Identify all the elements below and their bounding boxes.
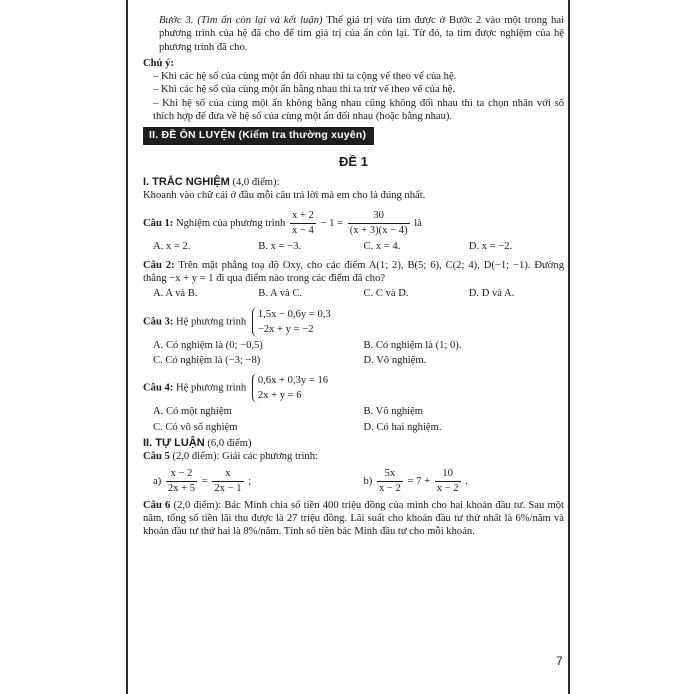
q5-a-fraction-1	[166, 467, 197, 496]
part2-heading	[143, 437, 564, 450]
q5-b-fraction-1	[377, 467, 403, 496]
note-item: – Khi hệ số của cùng một ẩn không bằng nhau cũng không đối nhau thì ta chọn nhân với số thích hợp để đưa về hệ số của cùng một ẩn đối nhau (hoặc bằng nhau).	[153, 97, 564, 123]
q2-option-c[interactable]: C. C và D.	[363, 288, 409, 300]
q4-eq1: 0,6x + 0,3y = 16	[257, 375, 329, 387]
step3-label: Bước 3.	[159, 15, 194, 26]
question-4	[143, 373, 564, 403]
q1-option-a[interactable]: A. x = 2.	[153, 240, 191, 252]
step3-text: Thế giá trị vừa tìm được ở Bước 2 vào một trong hai phương trình của hệ đã cho để tìm giá trị của ẩn còn lại. Từ đó, ta tìm được nghiệm của hệ phương trình đã cho.	[159, 15, 564, 53]
q5-part-b	[354, 467, 565, 496]
q3-system	[252, 307, 331, 337]
step3-italic: (Tìm ẩn còn lại và kết luận)	[197, 15, 323, 26]
q4-option-a[interactable]: A. Có một nghiệm	[153, 406, 232, 418]
question-3	[143, 307, 564, 337]
section-banner: II. ĐỀ ÔN LUYỆN (Kiểm tra thường xuyên)	[143, 127, 374, 144]
q3-option-a[interactable]: A. Có nghiệm là (0; −0,5)	[153, 339, 263, 351]
q3-options-row1	[143, 339, 564, 352]
q3-option-d[interactable]: D. Vô nghiệm.	[363, 355, 427, 367]
q2-option-d[interactable]: D. D và A.	[468, 288, 515, 300]
q4-option-b[interactable]: B. Vô nghiệm	[363, 406, 424, 418]
question-6	[143, 499, 564, 539]
q4-options-row2	[143, 421, 564, 434]
q3-label: Câu 3:	[143, 316, 174, 328]
q1-f2-den: (x + 3)(x − 4)	[349, 224, 408, 236]
q5-a-f1-num: x − 2	[166, 467, 197, 482]
q1-options	[143, 240, 564, 253]
q3-text: Hệ phương trình	[175, 316, 247, 328]
q2-label: Câu 2:	[143, 259, 175, 271]
document-page	[143, 14, 564, 538]
q5-b-label: b)	[363, 475, 373, 487]
step3-paragraph	[143, 14, 564, 54]
q3-eq1: 1,5x − 0,6y = 0,3	[257, 308, 331, 320]
question-1	[143, 209, 564, 238]
q3-eq2: −2x + y = −2	[257, 323, 314, 335]
page-number: 7	[556, 654, 563, 668]
q3-option-b[interactable]: B. Có nghiệm là (1; 0).	[363, 339, 462, 351]
question-2	[143, 259, 564, 286]
q1-f2-num: 30	[348, 209, 410, 224]
q5-label: Câu 5	[143, 451, 170, 463]
exam-title: ĐỀ 1	[339, 153, 368, 169]
q4-options-row1	[143, 405, 564, 418]
q1-fraction-1	[290, 209, 316, 238]
q1-option-b[interactable]: B. x = −3.	[258, 240, 302, 252]
q2-text: Trên mặt phẳng toạ độ Oxy, cho các điểm A(1; 2), B(5; 6), C(2; 4), D(−1; −1). Đường thẳng −x + y = 1 đi qua điểm nào trong các điểm đã cho?	[143, 259, 564, 285]
q5-part-a	[143, 467, 354, 496]
part1-points: (4,0 điểm):	[232, 176, 280, 188]
part1-title: I. TRẮC NGHIỆM	[143, 175, 230, 188]
q2-option-a[interactable]: A. A và B.	[153, 288, 198, 300]
q5-equations	[143, 467, 564, 496]
q6-label: Câu 6	[143, 499, 171, 511]
q5-b-f2-num: 10	[435, 467, 461, 482]
q1-mid: − 1 =	[320, 217, 344, 229]
q4-eq2: 2x + y = 6	[257, 390, 302, 402]
q1-tail: là	[414, 217, 422, 229]
q4-system	[252, 373, 328, 403]
q5-text: (2,0 điểm): Giải các phương trình:	[172, 451, 318, 463]
q5-a-f2-den: 2x − 1	[214, 482, 242, 494]
q3-options-row2	[143, 354, 564, 367]
part2-title: II. TỰ LUẬN	[143, 436, 205, 449]
q5-b-f1-den: x − 2	[378, 482, 401, 494]
q1-option-d[interactable]: D. x = −2.	[468, 240, 513, 252]
q1-f1-den: x − 4	[291, 224, 314, 236]
q5-a-f2-num: x	[212, 467, 243, 482]
note-heading: Chú ý:	[143, 57, 174, 69]
q5-a-eq: =	[201, 475, 208, 487]
q5-a-fraction-2	[212, 467, 243, 496]
q4-label: Câu 4:	[143, 382, 174, 394]
part1-heading	[143, 176, 564, 189]
q5-a-label: a)	[153, 475, 162, 487]
note-item: – Khi các hệ số của cùng một ẩn bằng nhau thì ta trừ vế theo vế của hệ.	[153, 84, 455, 96]
q4-option-c[interactable]: C. Có vô số nghiệm	[153, 421, 238, 433]
q5-b-f2-den: x − 2	[436, 482, 459, 494]
q1-text: Nghiệm của phương trình	[175, 217, 286, 229]
q4-text: Hệ phương trình	[175, 382, 247, 394]
note-item: – Khi các hệ số của cùng một ẩn đối nhau thì ta cộng vế theo vế của hệ.	[153, 71, 457, 83]
question-5	[143, 450, 564, 463]
q5-a-f1-den: 2x + 5	[167, 482, 196, 494]
q1-option-c[interactable]: C. x = 4.	[363, 240, 401, 252]
q1-fraction-2	[348, 209, 410, 238]
q3-option-c[interactable]: C. Có nghiệm là (−3; −8)	[153, 355, 261, 367]
part1-instruction: Khoanh vào chữ cái ở đầu mỗi câu trả lời mà em cho là đúng nhất.	[143, 190, 426, 202]
q5-b-fraction-2	[435, 467, 461, 496]
q6-text: (2,0 điểm): Bác Minh chia số tiền 400 triệu đồng của mình cho hai khoản đầu tư. Sau một năm, tổng số tiền lãi thu được là 27 triệu đồng. Lãi suất cho khoản đầu tư thứ nhất là 6%/năm và khoản đầu tư thứ hai là 8%/năm. Tính số tiền bác Minh đầu tư cho mỗi khoản.	[143, 499, 564, 538]
q2-options	[143, 287, 564, 300]
q1-label: Câu 1:	[143, 217, 174, 229]
q5-b-f1-num: 5x	[377, 467, 403, 482]
q1-f1-num: x + 2	[290, 209, 316, 224]
q4-option-d[interactable]: D. Có hai nghiệm.	[363, 421, 442, 433]
part2-points: (6,0 điểm)	[207, 437, 252, 449]
q5-b-tail: .	[465, 475, 468, 487]
q5-b-eq: = 7 +	[407, 475, 431, 487]
q2-option-b[interactable]: B. A và C.	[258, 288, 303, 300]
q5-a-tail: ;	[248, 475, 252, 487]
